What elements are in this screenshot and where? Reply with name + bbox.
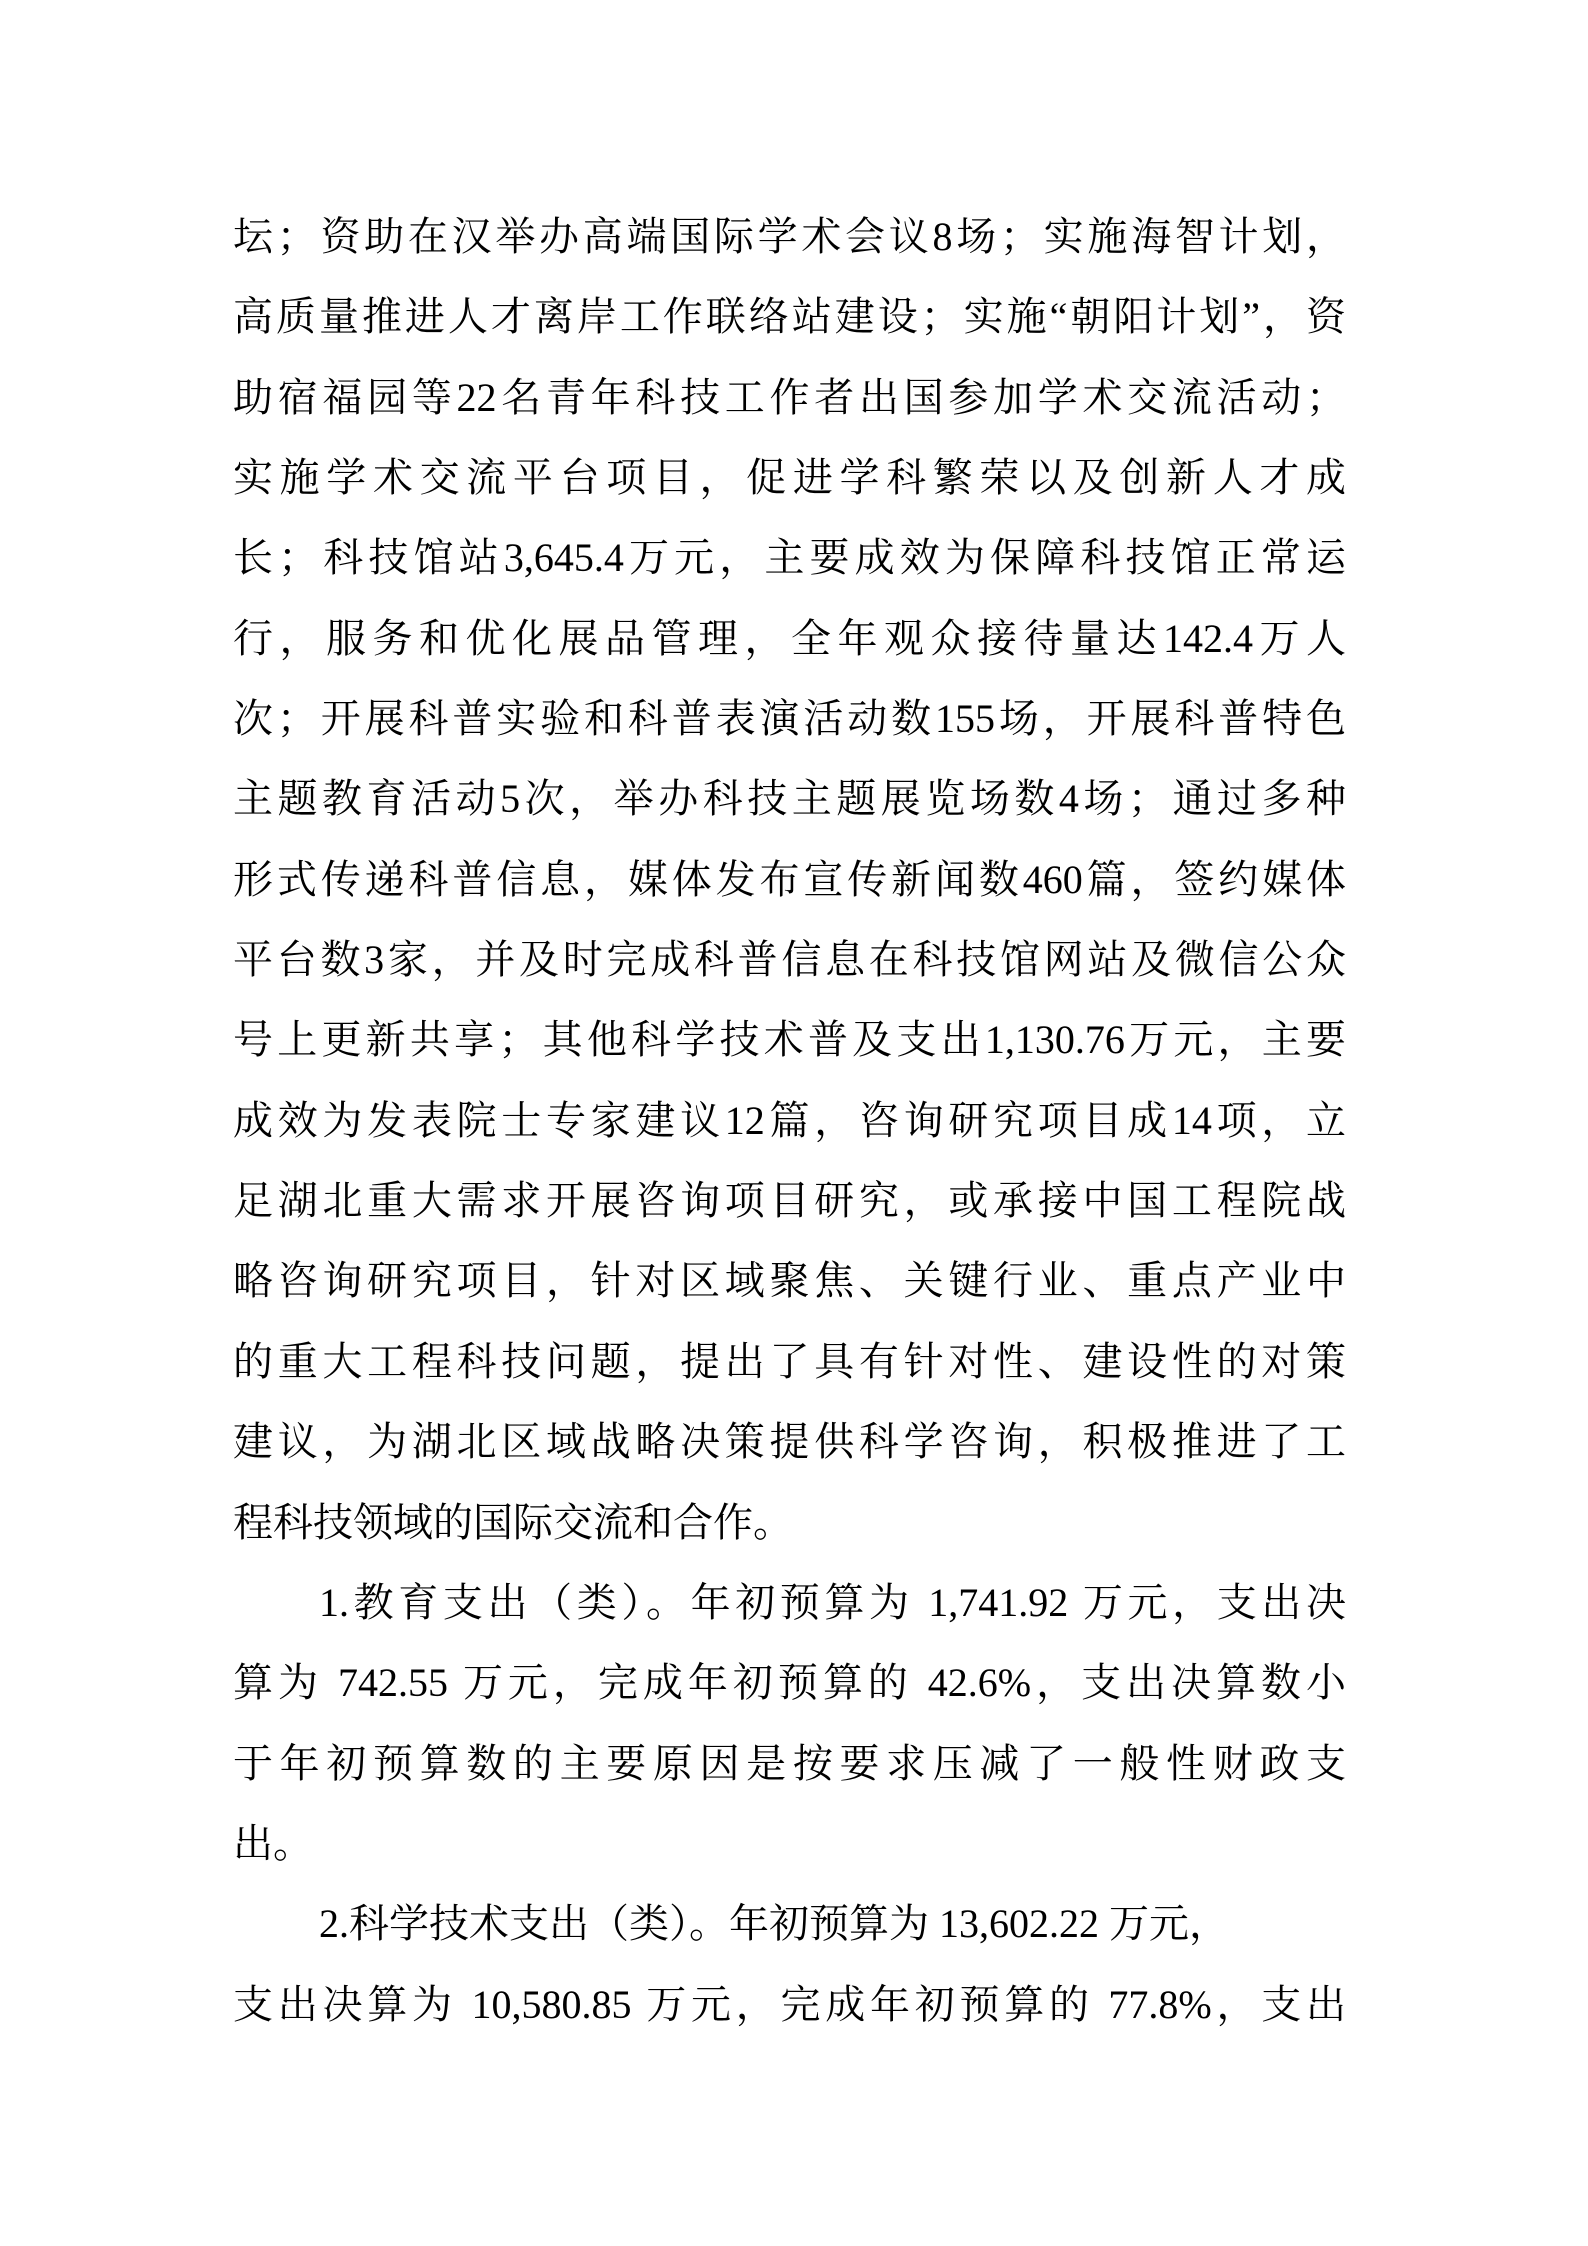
text-line-paragraph-start: 2.科学技术支出（类）。年初预算为 13,602.22 万元， xyxy=(319,1901,1229,1947)
text-line: 平台数3家，并及时完成科普信息在科技馆网站及微信公众 xyxy=(233,937,1346,983)
text-line: 程科技领域的国际交流和合作。 xyxy=(233,1499,793,1545)
text-line: 助宿福园等22名青年科技工作者出国参加学术交流活动； xyxy=(233,374,1346,420)
text-line: 行，服务和优化展品管理，全年观众接待量达142.4万人 xyxy=(233,615,1346,661)
text-line: 号上更新共享；其他科学技术普及支出1,130.76万元，主要 xyxy=(233,1017,1346,1063)
text-line: 坛；资助在汉举办高端国际学术会议8场；实施海智计划， xyxy=(233,214,1346,259)
text-line: 主题教育活动5次，举办科技主题展览场数4场；通过多种 xyxy=(233,776,1346,822)
text-line: 于年初预算数的主要原因是按要求压减了一般性财政支 xyxy=(233,1740,1346,1786)
text-line: 略咨询研究项目，针对区域聚焦、关键行业、重点产业中 xyxy=(233,1258,1346,1304)
text-line: 支出决算为 10,580.85 万元，完成年初预算的 77.8%，支出 xyxy=(233,1981,1346,2027)
text-line: 实施学术交流平台项目，促进学科繁荣以及创新人才成 xyxy=(233,455,1346,501)
text-line-paragraph-start: 1.教育支出（类）。年初预算为 1,741.92 万元，支出决 xyxy=(319,1579,1346,1625)
text-line: 次；开展科普实验和科普表演活动数155场，开展科普特色 xyxy=(233,696,1346,742)
text-line: 算为 742.55 万元，完成年初预算的 42.6%，支出决算数小 xyxy=(233,1660,1346,1706)
text-line: 出。 xyxy=(233,1820,313,1866)
text-line: 建议，为湖北区域战略决策提供科学咨询，积极推进了工 xyxy=(233,1419,1346,1465)
text-line: 形式传递科普信息，媒体发布宣传新闻数460篇，签约媒体 xyxy=(233,856,1346,902)
text-line: 成效为发表院士专家建议12篇，咨询研究项目成14项，立 xyxy=(233,1097,1346,1143)
text-line: 的重大工程科技问题，提出了具有针对性、建设性的对策 xyxy=(233,1338,1346,1384)
text-line: 足湖北重大需求开展咨询项目研究，或承接中国工程院战 xyxy=(233,1178,1346,1224)
text-column xyxy=(233,197,1346,2045)
text-line: 长；科技馆站3,645.4万元，主要成效为保障科技馆正常运 xyxy=(233,535,1346,581)
text-line: 高质量推进人才离岸工作联络站建设；实施“朝阳计划”，资 xyxy=(233,294,1346,340)
